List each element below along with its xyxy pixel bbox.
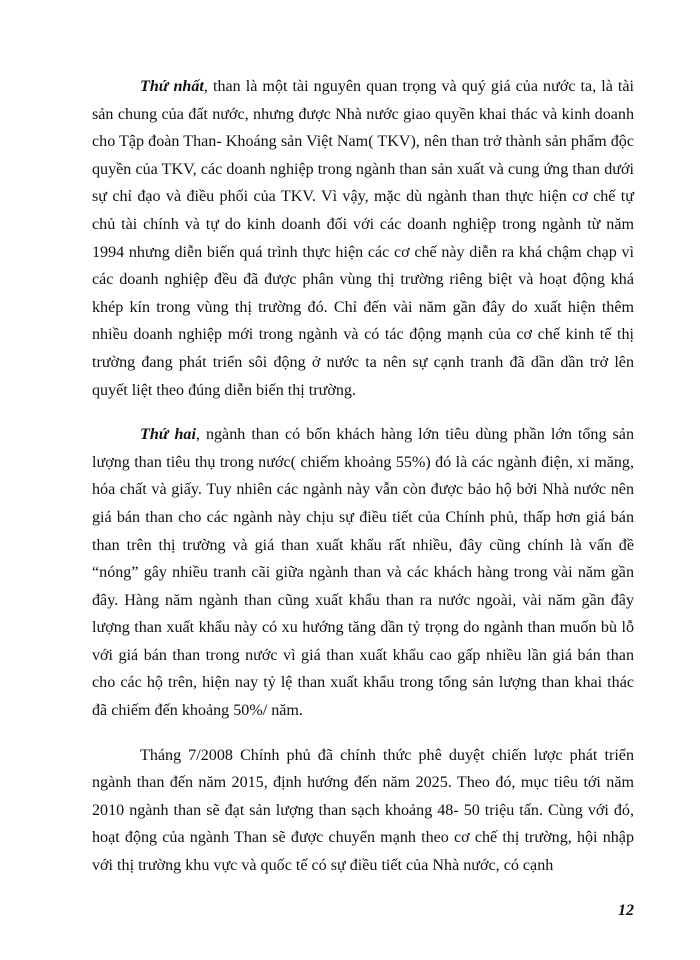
paragraph-second bbox=[92, 421, 634, 725]
paragraph-text: , than là một tài nguyên quan trọng và quý giá của nước ta, là tài sản chung của đất nước, nhưng được Nhà nước giao quyền khai thác và kinh doanh cho Tập đoàn Than- Khoáng sản Việt Nam( TKV), nên than trở thành sản phẩm độc quyền của TKV, các doanh nghiệp trong ngành than sản xuất và cung ứng than dưới sự chỉ đạo và điều phối của TKV. Vì vậy, mặc dù ngành than thực hiện cơ chế tự chủ tài chính và tự do kinh doanh đối với các doanh nghiệp trong ngành từ năm 1994 nhưng diễn biến quá trình thực hiện các cơ chế này diễn ra khá chậm chạp vì các doanh nghiệp đều đã được phân vùng thị trường riêng biệt và hoạt động khá khép kín trong vùng thị trường đó. Chỉ đến vài năm gần đây do xuất hiện thêm nhiều doanh nghiệp mới trong ngành và có tác động mạnh của cơ chế kinh tế thị trường đang phát triển sôi động ở nước ta nên sự cạnh tranh đã dần dần trở lên quyết liệt theo đúng diễn biến thị trường. bbox=[92, 78, 634, 399]
paragraph-text: Tháng 7/2008 Chính phủ đã chính thức phê duyệt chiến lược phát triển ngành than đến năm 2015, định hướng đến năm 2025. Theo đó, mục tiêu tới năm 2010 ngành than sẽ đạt sản lượng than sạch khoảng 48- 50 triệu tấn. Cùng với đó, hoạt động của ngành Than sẽ được chuyển mạnh theo cơ chế thị trường, hội nhập với thị trường khu vực và quốc tế có sự điều tiết của Nhà nước, có cạnh bbox=[92, 746, 634, 875]
paragraph-text: , ngành than có bốn khách hàng lớn tiêu dùng phần lớn tổng sản lượng than tiêu thụ trong nước( chiếm khoảng 55%) đó là các ngành điện, xi măng, hóa chất và giấy. Tuy nhiên các ngành này vẫn còn được bảo hộ bởi Nhà nước nên giá bán than cho các ngành này chịu sự điều tiết của Chính phủ, thấp hơn giá bán than trên thị trường và giá than xuất khẩu rất nhiều, đây cũng chính là vấn đề “nóng” gây nhiều tranh cãi giữa ngành than và các khách hàng trong vài năm gần đây. Hàng năm ngành than cũng xuất khẩu than ra nước ngoài, vài năm gần đây lượng than xuất khẩu này có xu hướng tăng dần tỷ trọng do ngành than muốn bù lỗ với giá bán than trong nước vì giá than xuất khẩu cao gấp nhiều lần giá bán than cho các hộ trên, hiện nay tỷ lệ than xuất khẩu trong tổng sản lượng than khai thác đã chiếm đến khoảng 50%/ năm. bbox=[92, 426, 634, 720]
page-number: 12 bbox=[618, 902, 634, 919]
body-text bbox=[92, 73, 634, 880]
paragraph-first bbox=[92, 73, 634, 404]
paragraph-lead: Thứ hai bbox=[140, 426, 196, 444]
paragraph-third bbox=[92, 742, 634, 880]
paragraph-lead: Thứ nhất bbox=[140, 78, 204, 95]
